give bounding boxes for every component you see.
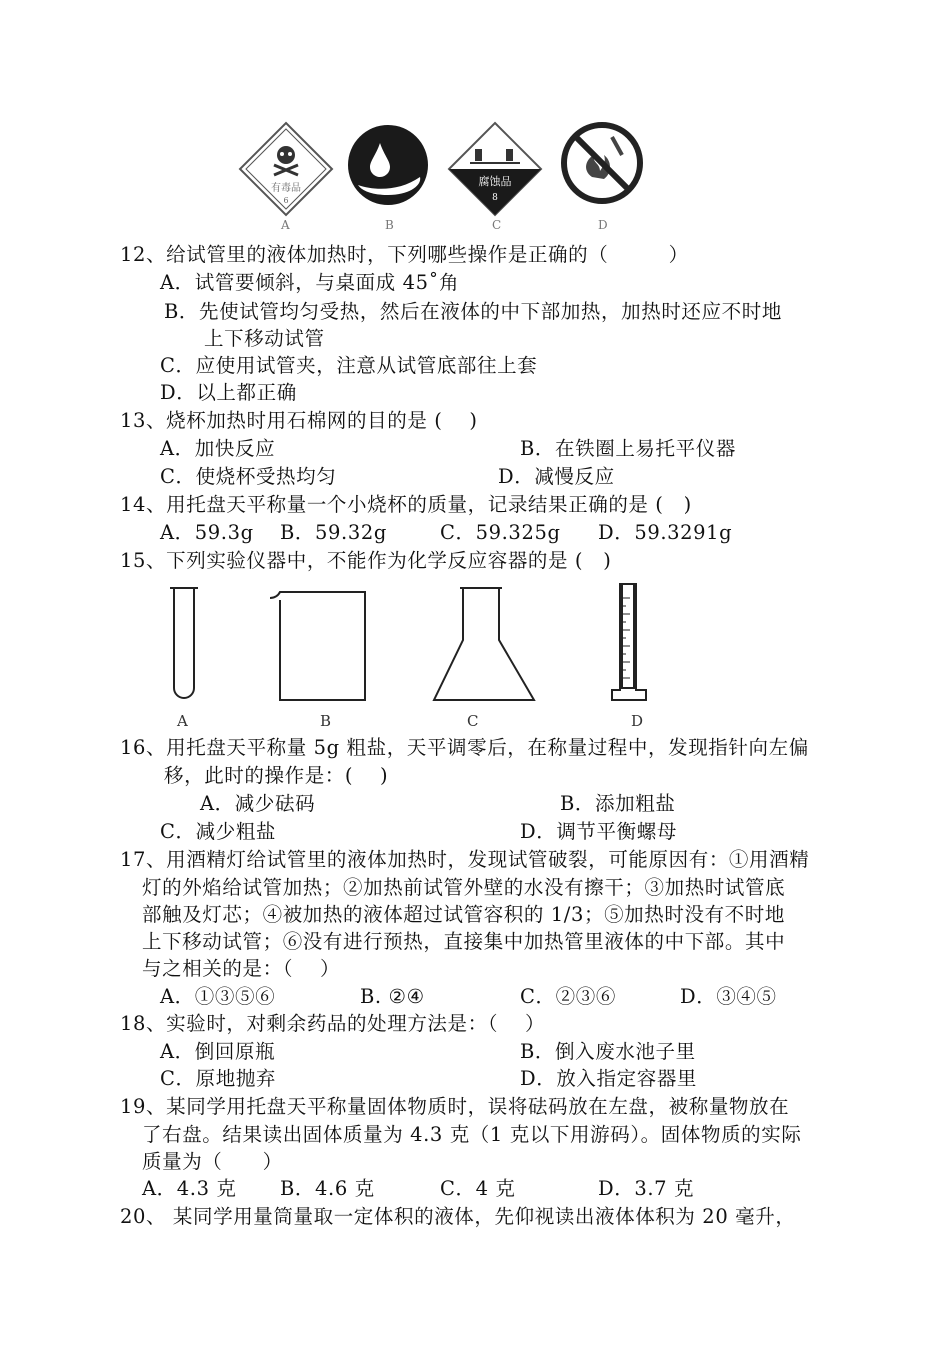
q12-option-c: C．应使用试管夹，注意从试管底部往上套 (160, 354, 538, 377)
corrosive-sign-icon (449, 123, 541, 215)
no-fire-sign-icon (564, 125, 640, 201)
q19-stem-line2: 了右盘。结果读出固体质量为 4.3 克（1 克以下用游码）。固体物质的实际 (142, 1123, 802, 1146)
toxic-sign-icon (240, 123, 332, 215)
q17-option-c: C．②③⑥ (520, 985, 616, 1008)
q17-stem-line5: 与之相关的是：（ ） (142, 957, 341, 980)
q16-option-d: D．调节平衡螺母 (520, 820, 677, 843)
q17-option-a: A．①③⑤⑥ (160, 985, 276, 1008)
q17-stem-line4: 上下移动试管；⑥没有进行预热，直接集中加热管里液体的中下部。其中 (142, 930, 786, 953)
q13-stem: 13、烧杯加热时用石棉网的目的是 ( ) (120, 409, 478, 432)
water-drop-sign-icon (348, 125, 428, 205)
q12-stem: 12、给试管里的液体加热时，下列哪些操作是正确的（ ） (120, 243, 689, 266)
conical-flask-icon (434, 588, 534, 700)
sign-a-label: A (281, 218, 290, 232)
corrosive-sign-num: 8 (492, 193, 498, 203)
toxic-sign-text: 有毒品 (271, 183, 301, 194)
q12-option-d: D．以上都正确 (160, 381, 297, 404)
q14-option-d: D．59.3291g (598, 521, 733, 544)
apparatus-d-label: D (631, 712, 644, 730)
q14-stem: 14、用托盘天平称量一个小烧杯的质量，记录结果正确的是 ( ) (120, 493, 692, 516)
q19-stem-line1: 19、某同学用托盘天平称量固体物质时，误将砝码放在左盘，被称量物放在 (120, 1095, 790, 1118)
q20-stem-line1: 20、 某同学用量筒量取一定体积的液体，先仰视读出液体体积为 20 毫升， (120, 1205, 796, 1228)
apparatus-a-label: A (177, 712, 188, 730)
q12-option-a: A．试管要倾斜，与桌面成 45˚角 (160, 271, 460, 294)
q17-stem-line1: 17、用酒精灯给试管里的液体加热时，发现试管破裂，可能原因有：①用酒精 (120, 848, 810, 871)
q17-option-d: D．③④⑤ (680, 985, 777, 1008)
q18-option-a: A．倒回原瓶 (160, 1040, 276, 1063)
q18-option-c: C．原地抛弃 (160, 1067, 277, 1090)
corrosive-sign-text: 腐蚀品 (478, 175, 512, 188)
q19-option-a: A．4.3 克 (142, 1177, 237, 1200)
q17-option-b: B. ②④ (360, 985, 425, 1008)
q14-option-a: A．59.3g (160, 521, 254, 544)
q16-option-a: A．减少砝码 (200, 792, 316, 815)
sign-c-label: C (492, 218, 502, 232)
safety-signs-figure (230, 115, 670, 235)
q13-option-d: D．减慢反应 (498, 465, 615, 488)
q18-option-d: D．放入指定容器里 (520, 1067, 698, 1090)
q15-stem: 15、下列实验仪器中，不能作为化学反应容器的是 ( ) (120, 549, 612, 572)
apparatus-figure (160, 580, 680, 710)
q13-option-a: A．加快反应 (160, 437, 276, 460)
q18-stem: 18、实验时，对剩余药品的处理方法是：（ ） (120, 1012, 546, 1035)
sign-b-label: B (385, 218, 394, 232)
q19-option-b: B．4.6 克 (280, 1177, 375, 1200)
q18-option-b: B．倒入废水池子里 (520, 1040, 696, 1063)
q12-option-b-line2: 上下移动试管 (204, 327, 325, 350)
q17-stem-line3: 部触及灯芯；④被加热的液体超过试管容积的 1/3；⑤加热时没有不时地 (142, 903, 785, 926)
apparatus-c-label: C (467, 712, 479, 730)
q13-option-b: B．在铁圈上易托平仪器 (520, 437, 736, 460)
test-tube-icon (170, 588, 198, 698)
q16-option-b: B．添加粗盐 (560, 792, 676, 815)
beaker-icon (270, 592, 365, 700)
q19-stem-line3: 质量为（ ） (142, 1150, 283, 1173)
apparatus-b-label: B (320, 712, 332, 730)
sign-d-label: D (598, 218, 608, 232)
q16-stem-line1: 16、用托盘天平称量 5g 粗盐，天平调零后，在称量过程中，发现指针向左偏 (120, 736, 809, 759)
q14-option-b: B．59.32g (280, 521, 387, 544)
q16-option-c: C．减少粗盐 (160, 820, 277, 843)
q19-option-d: D．3.7 克 (598, 1177, 695, 1200)
toxic-sign-num: 6 (283, 196, 289, 205)
q19-option-c: C．4 克 (440, 1177, 516, 1200)
q17-stem-line2: 灯的外焰给试管加热；②加热前试管外壁的水没有擦干；③加热时试管底 (142, 876, 786, 899)
q14-option-c: C．59.325g (440, 521, 561, 544)
q12-option-b-line1: B．先使试管均匀受热，然后在液体的中下部加热，加热时还应不时地 (164, 300, 782, 323)
q16-stem-line2: 移，此时的操作是：( ) (164, 764, 389, 787)
q13-option-c: C．使烧杯受热均匀 (160, 465, 337, 488)
graduated-cylinder-icon (612, 584, 646, 700)
